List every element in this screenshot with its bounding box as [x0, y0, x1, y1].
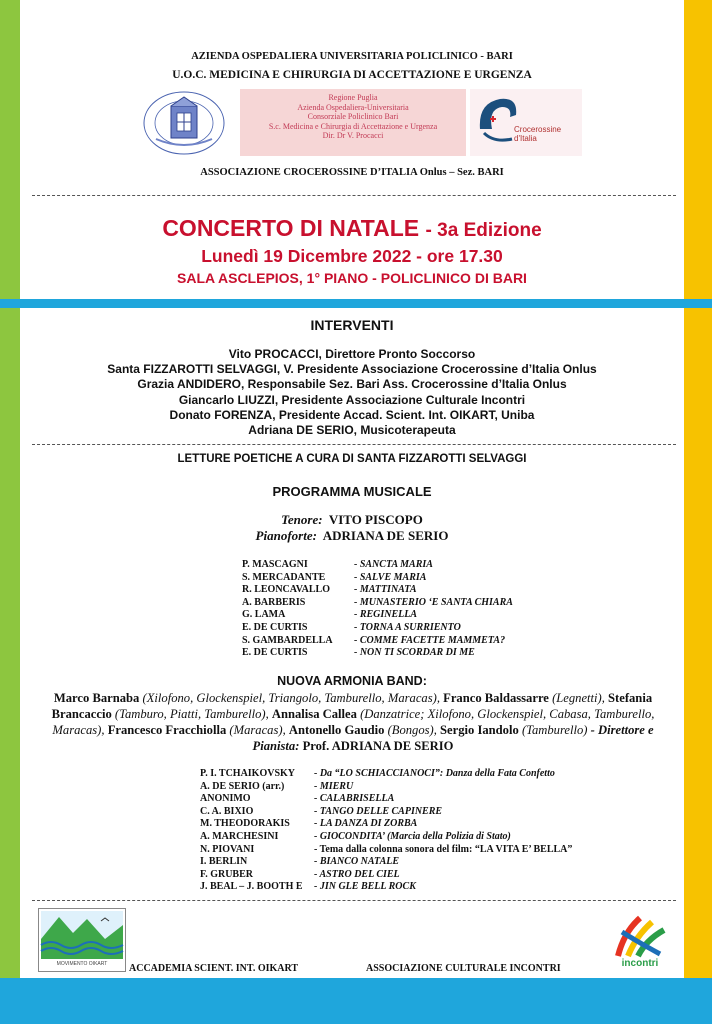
band-member-instruments: (Tamburello)	[521, 723, 588, 737]
piece-composer: I. BERLIN	[200, 856, 248, 868]
pianoforte-label: Pianoforte:	[255, 528, 317, 543]
song-title: - MUNASTERIO ‘E SANTA CHIARA	[354, 596, 513, 608]
piece-title: - MIERU	[314, 780, 354, 792]
song-composer: S. MERCADANTE	[242, 571, 326, 583]
hospital-seal-logo	[134, 89, 234, 157]
piece-title: - ASTRO DEL CIEL	[314, 868, 400, 880]
piece-composer: M. THEODORAKIS	[200, 818, 290, 830]
director-label: - Direttore e Pianista:	[252, 723, 654, 753]
band-member-name: Marco Barnaba	[53, 691, 140, 705]
piece-title: - JIN GLE BELL ROCK	[314, 881, 416, 893]
piece-composer: N. PIOVANI	[200, 843, 255, 855]
piece-composer: ANONIMO	[200, 793, 251, 805]
incontri-logo	[610, 912, 670, 970]
right-color-bar	[684, 0, 712, 300]
piece-composer: C. A. BIXIO	[200, 805, 254, 817]
band-member-name: Sergio Iandolo	[440, 723, 519, 737]
left-color-bar-lower	[0, 308, 20, 978]
letture-line: LETTURE POETICHE A CURA DI SANTA FIZZAROTTI SELVAGGI	[177, 453, 527, 465]
stamp-line: Dir. Dr V. Procacci	[322, 131, 384, 141]
department-stamp	[240, 89, 466, 156]
oikart-logo	[38, 908, 126, 972]
piece-title: - Da “LO SCHIACCIANOCI”: Danza della Fata Confetto	[314, 768, 555, 779]
song-composer: R. LEONCAVALLO	[242, 584, 330, 596]
footer-academy: ACCADEMIA SCIENT. INT. OIKART	[129, 963, 299, 974]
piece-title: - GIOCONDITA’ (Marcia della Polizia di Stato)	[314, 831, 511, 842]
band-member-instruments: (Danzatrice; Xilofono, Glockenspiel, Cabasa, Tamburello, Maracas),	[52, 707, 655, 737]
band-member-instruments: (Legnetti),	[552, 691, 605, 705]
song-title: - NON TI SCORDAR DI ME	[354, 647, 475, 659]
event-edition: - 3a Edizione	[425, 220, 542, 241]
piece-title: - BIANCO NATALE	[314, 856, 400, 868]
blue-divider-bar	[0, 299, 712, 308]
pianoforte-name: ADRIANA DE SERIO	[322, 528, 449, 543]
speaker-item: Donato FORENZA, Presidente Accad. Scient. Int. OIKART, Uniba	[169, 407, 535, 422]
song-list	[242, 559, 582, 663]
piece-composer: A. MARCHESINI	[200, 831, 279, 842]
crocerossine-logo-text: Crocerossine d'Italia	[514, 125, 562, 143]
interventi-heading: INTERVENTI	[310, 317, 394, 333]
right-color-bar-lower	[684, 308, 712, 978]
song-composer: A. BARBERIS	[242, 596, 306, 608]
tenore-label: Tenore:	[281, 512, 323, 527]
tenore-line	[20, 512, 684, 528]
divider	[32, 195, 676, 196]
song-composer: S. GAMBARDELLA	[242, 634, 333, 646]
piece-title: - LA DANZA DI ZORBA	[314, 818, 418, 830]
song-composer: G. LAMA	[242, 609, 286, 621]
stamp-line: S.c. Medicina e Chirurgia di Accettazione e Urgenza	[268, 121, 438, 131]
stamp-line: Azienda Ospedaliera-Universitaria	[297, 102, 409, 112]
song-composer: E. DE CURTIS	[242, 647, 308, 659]
song-title: - MATTINATA	[354, 584, 417, 596]
divider	[32, 444, 676, 445]
department-name: U.O.C. MEDICINA E CHIRURGIA DI ACCETTAZIONE E URGENZA	[172, 69, 532, 81]
song-title: - REGINELLA	[354, 609, 418, 621]
programma-heading: PROGRAMMA MUSICALE	[272, 484, 432, 499]
stamp-line: Regione Puglia	[328, 93, 378, 102]
oikart-logo-text: MOVIMENTO OIKART	[56, 961, 108, 967]
divider	[32, 900, 676, 901]
piece-title: - CALABRISELLA	[314, 793, 395, 805]
footer-association: ASSOCIAZIONE CULTURALE INCONTRI	[366, 963, 561, 974]
hospital-name: AZIENDA OSPEDALIERA UNIVERSITARIA POLICLINICO - BARI	[191, 51, 513, 62]
left-color-bar	[0, 0, 20, 300]
tenore-name: VITO PISCOPO	[328, 512, 423, 527]
event-title: CONCERTO DI NATALE	[162, 215, 420, 241]
piece-composer: F. GRUBER	[200, 868, 253, 880]
piece-title: - Tema dalla colonna sonora del film: “LA VITA E’ BELLA”	[314, 843, 573, 855]
director-name: Prof. ADRIANA DE SERIO	[302, 739, 454, 753]
band-member-instruments: (Maracas),	[229, 723, 286, 737]
event-title-line	[20, 215, 684, 242]
band-member-instruments: (Xilofono, Glockenspiel, Triangolo, Tamburello, Maracas),	[142, 691, 440, 705]
song-composer: P. MASCAGNI	[242, 559, 308, 570]
incontri-logo-text: incontri	[621, 958, 659, 969]
piece-composer: A. DE SERIO (arr.)	[200, 780, 285, 792]
piece-composer: P. I. TCHAIKOVSKY	[200, 768, 296, 779]
song-title: - TORNA A SURRIENTO	[354, 622, 461, 633]
event-venue: SALA ASCLEPIOS, 1° PIANO - POLICLINICO DI BARI	[177, 270, 527, 286]
song-title: - COMME FACETTE MAMMETA?	[354, 634, 506, 646]
band-member-name: Francesco Fracchiolla	[107, 723, 227, 737]
speaker-item: Santa FIZZAROTTI SELVAGGI, V. Presidente Associazione Crocerossine d’Italia Onlus	[107, 362, 597, 377]
band-member-name: Annalisa Callea	[271, 707, 357, 721]
song-composer: E. DE CURTIS	[242, 622, 308, 633]
speakers-list	[20, 347, 684, 438]
association-name: ASSOCIAZIONE CROCEROSSINE D’ITALIA Onlus – Sez. BARI	[200, 167, 504, 178]
song-title: - SANCTA MARIA	[354, 559, 433, 570]
speaker-item: Grazia ANDIDERO, Responsabile Sez. Bari Ass. Crocerossine d’Italia Onlus	[137, 377, 567, 392]
band-piece-list	[200, 768, 630, 896]
piece-composer: J. BEAL – J. BOOTH E	[200, 881, 303, 893]
pianoforte-line	[20, 528, 684, 544]
band-heading: NUOVA ARMONIA BAND:	[277, 674, 427, 688]
bottom-blue-bar	[0, 978, 712, 1024]
band-member-name: Franco Baldassarre	[443, 691, 549, 705]
band-member-name: Stefania Brancaccio	[51, 691, 653, 721]
band-member-name: Antonello Gaudio	[288, 723, 385, 737]
speaker-item: Adriana DE SERIO, Musicoterapeuta	[248, 423, 456, 438]
piece-title: - TANGO DELLE CAPINERE	[314, 805, 443, 817]
band-members	[30, 690, 676, 754]
speaker-item: Vito PROCACCI, Direttore Pronto Soccorso	[228, 347, 476, 361]
song-title: - SALVE MARIA	[354, 571, 427, 583]
band-member-instruments: (Bongos),	[387, 723, 437, 737]
crocerossine-logo	[470, 89, 582, 156]
event-date: Lunedì 19 Dicembre 2022 - ore 17.30	[201, 246, 503, 266]
band-member-instruments: (Tamburo, Piatti, Tamburello),	[114, 707, 269, 721]
speaker-item: Giancarlo LIUZZI, Presidente Associazione Culturale Incontri	[178, 392, 526, 407]
stamp-line: Consorziale Policlinico Bari	[307, 112, 399, 122]
